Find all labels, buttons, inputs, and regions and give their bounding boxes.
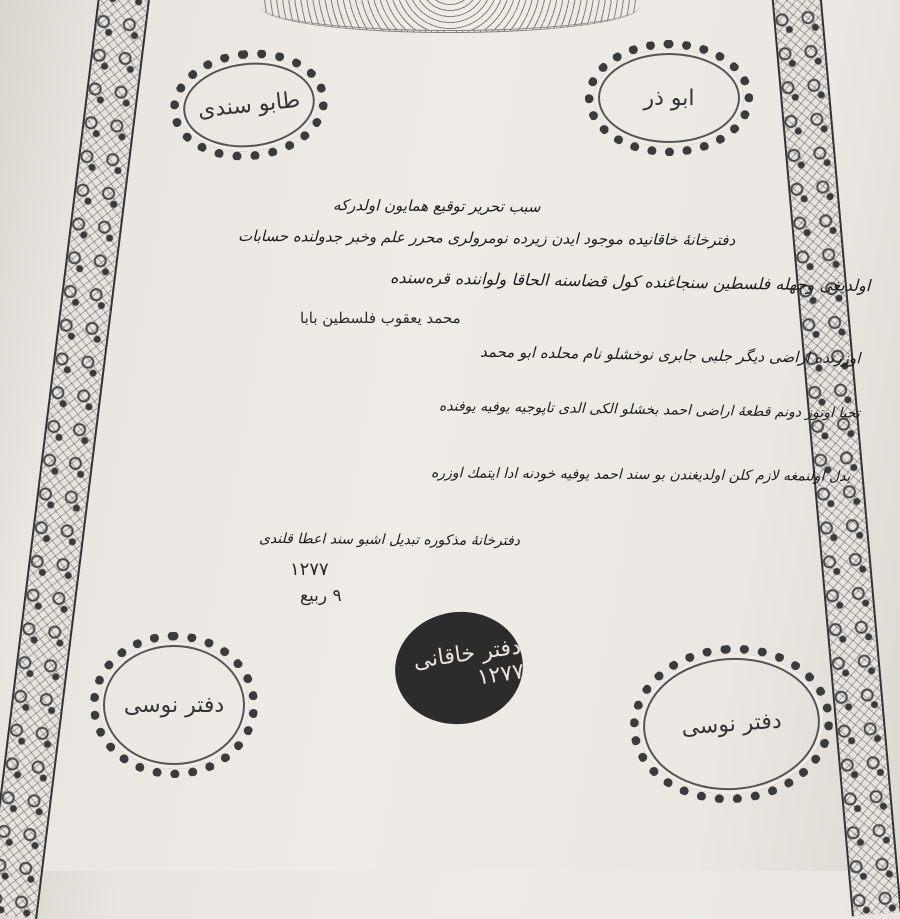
marginal-note: محمد یعقوب فلسطین بابا	[300, 309, 461, 327]
text-line-5: تحیا اوتوز دونم قطعهٔ اراضی احمد بخشلو الکی الدی تاپوجیه یوفیه یوفنده	[438, 398, 861, 422]
seal-text: طابو سندی	[196, 87, 302, 123]
text-line-3: اولدیغی وجهله فلسطین سنجاغنده کول قضاسنه الحاقا ولواننده قره‌سنده	[389, 267, 871, 296]
seal-text: ابو ذر	[643, 85, 695, 111]
seal-top-left	[165, 42, 334, 168]
imperial-crest	[260, 0, 640, 33]
left-ornamental-border	[0, 0, 152, 919]
seal-text: دفتر نوسی	[123, 692, 225, 718]
text-line-7: دفترخانهٔ مذکوره تبدیل اشبو سند اعطا قلندی	[258, 530, 521, 550]
signature: ۹ ربیع	[300, 586, 342, 606]
seal-bottom-right	[625, 638, 839, 810]
date: ۱۲۷۷	[290, 559, 329, 580]
text-line-6: بدل اولنمغه لازم کلن اولدیغندن بو سند احمد یوفیه خودنه ادا ایتمك اوزره	[430, 465, 851, 485]
text-line-1: سبب تحریر توقیع همایون اولدرکه	[332, 196, 541, 216]
seal-text: دفتر خاقانی ۱۲۷۷	[411, 634, 526, 691]
seal-bottom-left	[90, 632, 258, 778]
seal-text: دفتر نوسی	[680, 708, 783, 740]
seal-center-ink-stamp	[388, 604, 530, 733]
text-line-4: اوزرنده اراضی دیگر جلبی جابری نوخشلو نام محلده ابو محمد	[479, 342, 861, 368]
seal-top-right	[585, 40, 753, 156]
text-line-2: دفترخانهٔ خاقانیده موجود ایدن زیرده نومرولری محرر علم وخبر جدولنده حسابات	[237, 226, 736, 250]
